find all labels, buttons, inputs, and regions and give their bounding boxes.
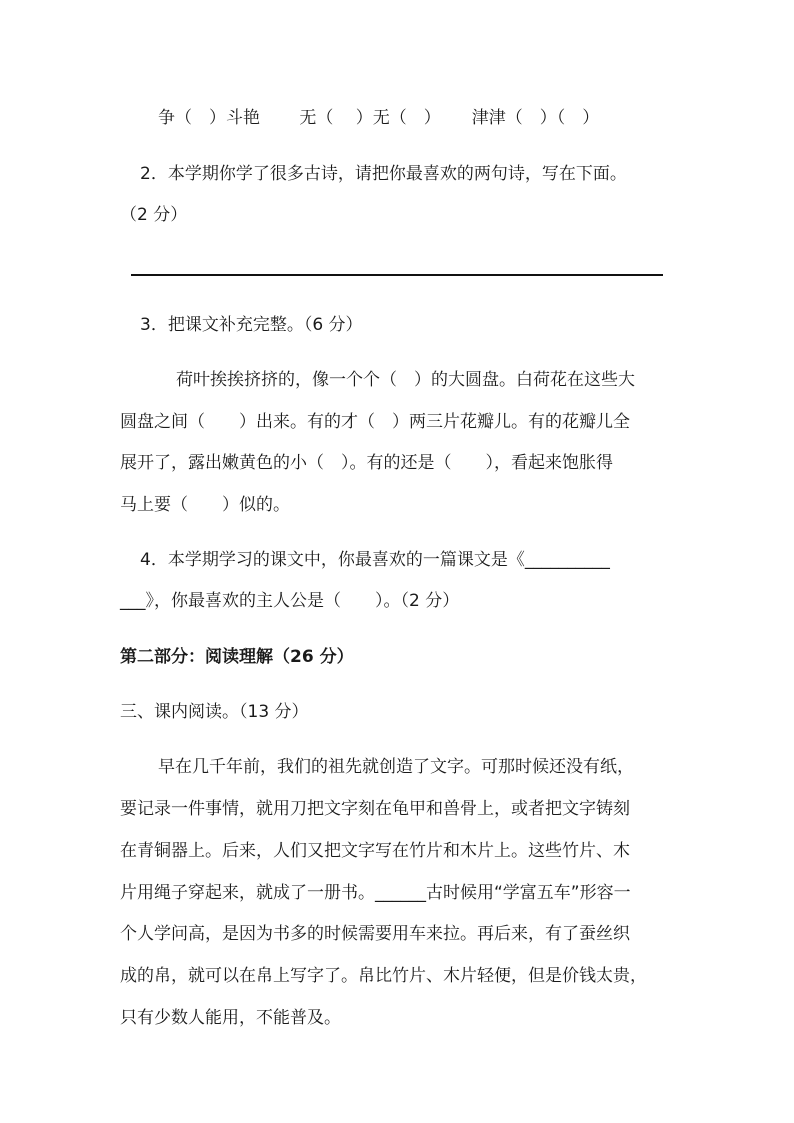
q4-line-2: ___》，你最喜欢的主人公是（ ）。（2 分）	[120, 591, 460, 611]
section3-heading: 三、课内阅读。（13 分）	[120, 702, 309, 722]
q3-title: 3．把课文补充完整。（6 分）	[140, 315, 363, 335]
q4-line-1: 4．本学期学习的课文中，你最喜欢的一篇课文是《__________	[140, 550, 610, 570]
q2-answer-line[interactable]	[131, 274, 663, 276]
passage-line-1: 早在几千年前，我们的祖先就创造了文字。可那时候还没有纸，	[158, 757, 634, 777]
q3-line-1: 荷叶挨挨挤挤的，像一个个（ ）的大圆盘。白荷花在这些大	[176, 370, 635, 390]
q3-line-4: 马上要（ ）似的。	[120, 495, 290, 515]
q2-prompt: 2．本学期你学了很多古诗，请把你最喜欢的两句诗，写在下面。	[140, 164, 627, 184]
passage-line-3: 在青铜器上。后来，人们又把文字写在竹片和木片上。这些竹片、木	[120, 841, 630, 861]
passage-line-2: 要记录一件事情，就用刀把文字刻在龟甲和兽骨上，或者把文字铸刻	[120, 799, 630, 819]
part2-heading: 第二部分：阅读理解（26 分）	[120, 647, 354, 667]
q2-score: （2 分）	[120, 205, 188, 225]
q3-line-2: 圆盘之间（ ）出来。有的才（ ）两三片花瓣儿。有的花瓣儿全	[120, 412, 630, 432]
passage-line-6: 成的帛，就可以在帛上写字了。帛比竹片、木片轻便，但是价钱太贵，	[120, 966, 647, 986]
passage-line-7: 只有少数人能用，不能普及。	[120, 1008, 341, 1028]
passage-line-4: 片用绳子穿起来，就成了一册书。______古时候用“学富五车”形容一	[120, 883, 631, 903]
passage-line-5: 个人学问高，是因为书多的时候需要用车来拉。再后来，有了蚕丝织	[120, 924, 630, 944]
q1-idioms-line: 争（ ）斗艳 无（ ）无（ ） 津津（ ）（ ）	[158, 108, 600, 128]
q3-line-3: 展开了，露出嫩黄色的小（ ）。有的还是（ ），看起来饱胀得	[120, 453, 613, 473]
